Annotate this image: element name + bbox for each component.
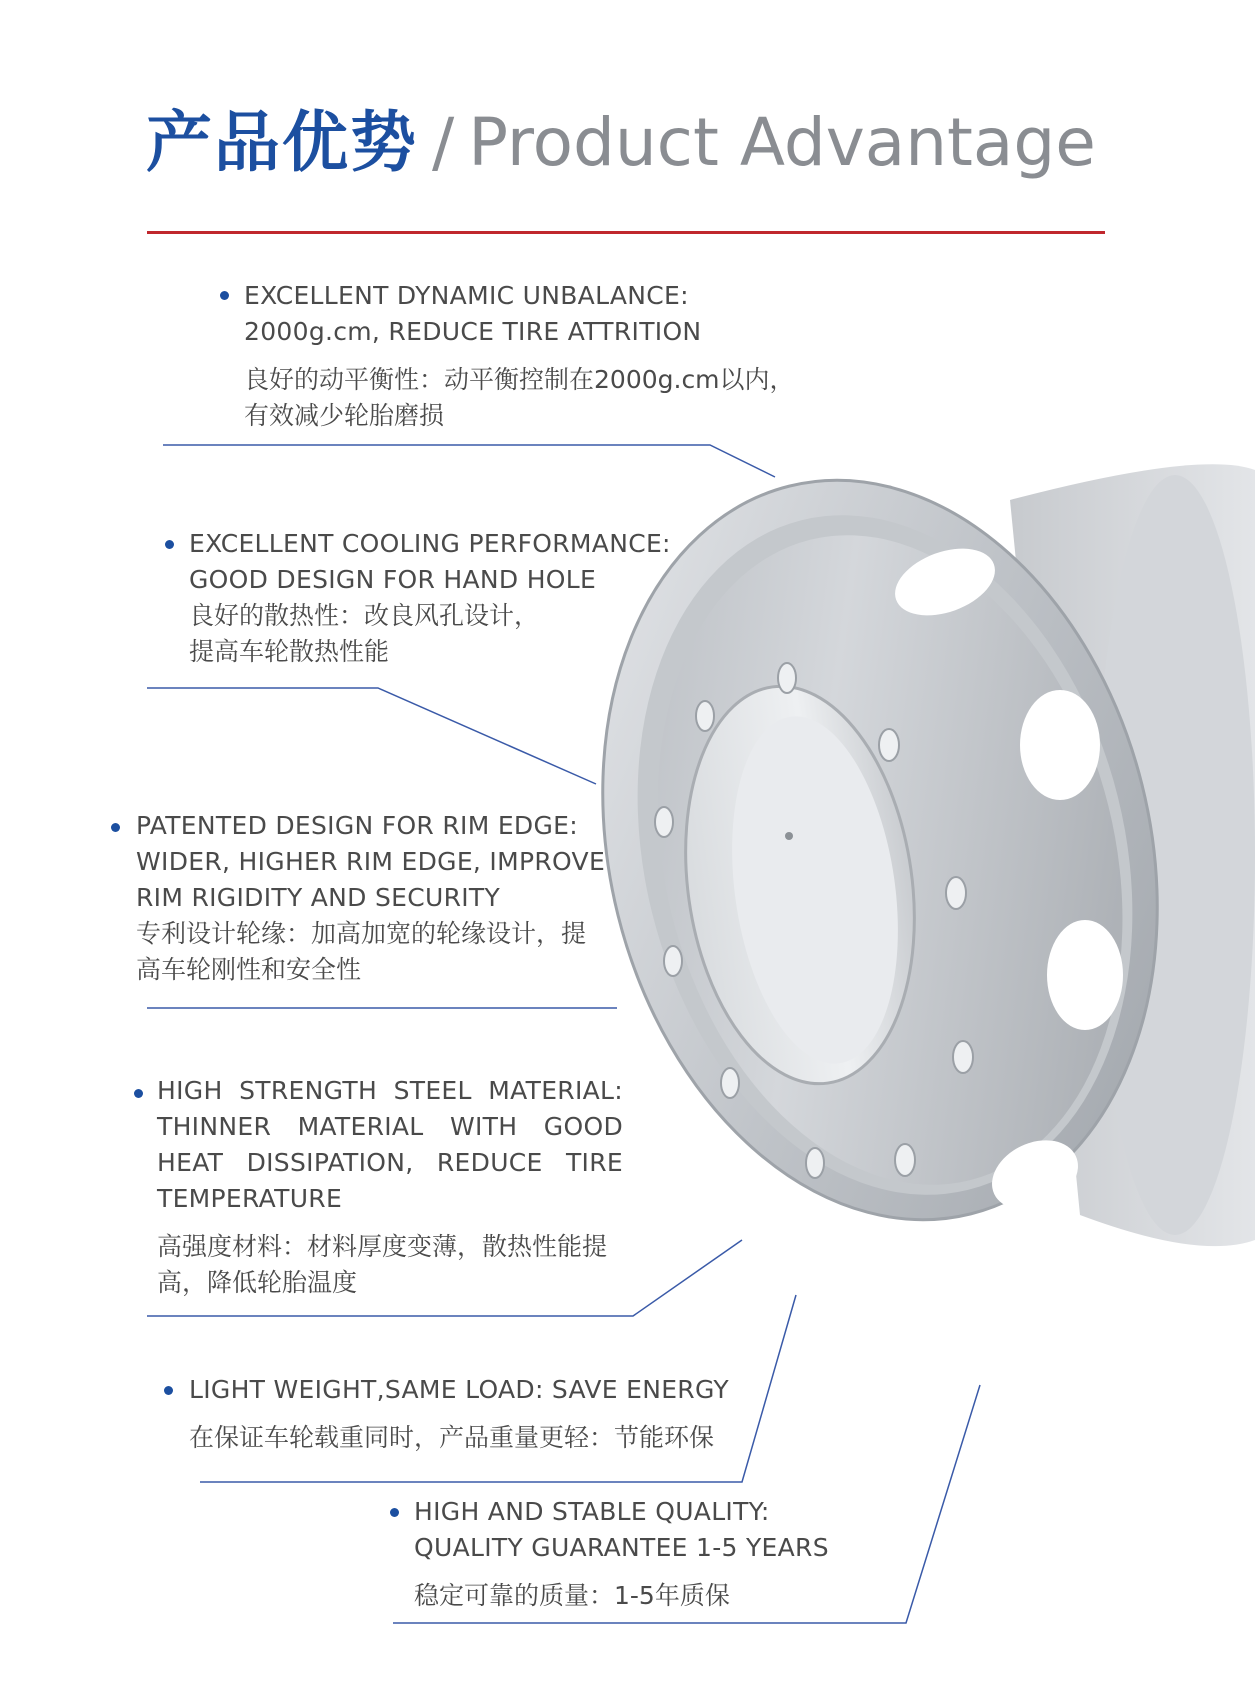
feature-en-line: WIDER, HIGHER RIM EDGE, IMPROVE [136, 847, 606, 876]
feature-light-weight [189, 1372, 729, 1456]
feature-en-line: QUALITY GUARANTEE 1-5 YEARS [414, 1533, 829, 1562]
feature-en-line: GOOD DESIGN FOR HAND HOLE [189, 565, 597, 594]
feature-steel-material [157, 1073, 623, 1301]
feature-cn-line: 良好的散热性：改良风孔设计， [189, 601, 540, 630]
leader-line-2 [147, 688, 596, 784]
feature-en-line: LIGHT WEIGHT,SAME LOAD: SAVE ENERGY [189, 1375, 729, 1404]
title-separator: / [432, 104, 455, 181]
feature-en-line: THINNER MATERIAL WITH GOOD [157, 1112, 623, 1141]
feature-cn-line: 提高车轮散热性能 [189, 637, 390, 666]
feature-cn-line: 有效减少轮胎磨损 [244, 401, 445, 430]
feature-en-line: EXCELLENT DYNAMIC UNBALANCE: [244, 281, 689, 310]
feature-cn-line: 稳定可靠的质量：1-5年质保 [414, 1581, 730, 1610]
feature-en-line: HEAT DISSIPATION, REDUCE TIRE [157, 1148, 623, 1177]
bullet-icon [390, 1508, 399, 1517]
feature-quality [414, 1494, 829, 1614]
feature-en-line: 2000g.cm, REDUCE TIRE ATTRITION [244, 317, 702, 346]
feature-en-line: HIGH STRENGTH STEEL MATERIAL: [157, 1076, 623, 1105]
feature-cooling [189, 526, 671, 670]
feature-cn-line: 专利设计轮缘：加高加宽的轮缘设计，提 [136, 919, 587, 948]
feature-en-line: EXCELLENT COOLING PERFORMANCE: [189, 529, 671, 558]
bullet-icon [164, 1386, 173, 1395]
title-chinese: 产品优势 [146, 104, 418, 181]
feature-cn-line: 在保证车轮载重同时，产品重量更轻：节能环保 [189, 1423, 715, 1452]
feature-cn-line: 高强度材料：材料厚度变薄，散热性能提 [157, 1232, 608, 1261]
title-english: Product Advantage [468, 104, 1096, 181]
feature-en-line: HIGH AND STABLE QUALITY: [414, 1497, 770, 1526]
feature-en-line: RIM RIGIDITY AND SECURITY [136, 883, 501, 912]
feature-dynamic-balance [244, 278, 795, 434]
feature-en-line: TEMPERATURE [157, 1184, 343, 1213]
bullet-icon [134, 1089, 143, 1098]
bullet-icon [165, 540, 174, 549]
bullet-icon [220, 291, 229, 300]
feature-cn-line: 良好的动平衡性：动平衡控制在2000g.cm以内， [244, 365, 795, 394]
feature-rim-edge [136, 808, 605, 988]
feature-cn-line: 高车轮刚性和安全性 [136, 955, 362, 984]
leader-line-1 [163, 445, 775, 477]
feature-en-line: PATENTED DESIGN FOR RIM EDGE: [136, 811, 578, 840]
bullet-icon [111, 823, 120, 832]
feature-cn-line: 高，降低轮胎温度 [157, 1268, 358, 1297]
